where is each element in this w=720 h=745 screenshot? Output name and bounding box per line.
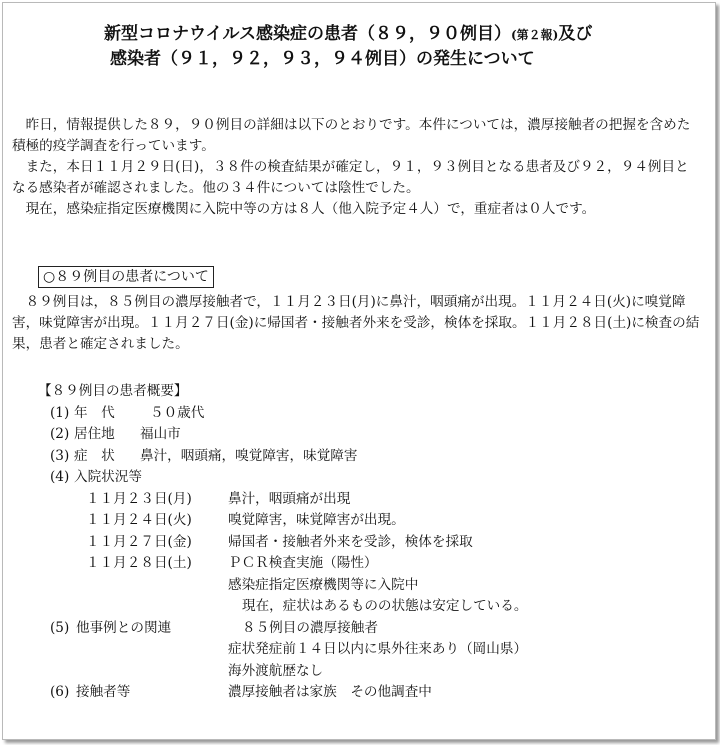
event-text: ＰＣＲ検査実施（陽性） [228, 555, 378, 571]
symptoms-label: 症 状 [74, 447, 115, 464]
relation-value: ８５例目の濃厚接触者 [242, 619, 378, 636]
title-line1: 新型コロナウイルス感染症の患者（８９，９０例目） [104, 24, 511, 44]
intro-section [12, 115, 702, 220]
section89-body-block [12, 292, 702, 355]
residence-value: 福山市 [140, 426, 181, 442]
event-row [12, 510, 702, 532]
event-text: 鼻汁，咽頭痛が出現 [228, 490, 351, 507]
hospital-label: 入院状況等 [74, 469, 142, 485]
symptoms-value: 鼻汁，咽頭痛，嗅覚障害，味覚障害 [140, 447, 358, 464]
document-title [0, 22, 720, 71]
hospital-status: 感染症指定医療機関等に入院中 [228, 576, 419, 593]
title-line2: 感染者（９１，９２，９３，９４例目）の発生について [110, 49, 535, 69]
age-number: (1) [50, 404, 70, 421]
relation-number: (5) [50, 619, 70, 636]
section89-body: ８９例目は，８５例目の濃厚接触者で，１１月２３日(月)に鼻汁，咽頭痛が出現。１１月２４日(火)に嗅覚障害，味覚障害が出現。１１月２７日(金)に帰国者・接触者外来を受診，検体を採取。１１月２８日(土)に検査の結果，患者と確定されました。 [12, 294, 700, 352]
age-label: 年 代 [74, 404, 115, 421]
event-row [12, 532, 702, 554]
travel-history-overseas: 海外渡航歴なし [228, 662, 324, 679]
residence-number: (2) [50, 426, 70, 442]
residence-label: 居住地 [74, 426, 115, 442]
age-value: ５０歳代 [150, 404, 205, 421]
event-date: １１月２４日(火) [86, 512, 192, 528]
section89-heading: ○８９例目の患者について [38, 266, 214, 288]
hospital-number: (4) [50, 469, 70, 485]
title-report-number: (第２報) [510, 28, 559, 42]
contacts-value: 濃厚接触者は家族 その他調査中 [228, 684, 432, 700]
contacts-number: (6) [50, 684, 70, 700]
contacts-label: 接触者等 [76, 684, 131, 700]
title-line1-end: 及び [558, 24, 593, 44]
patient-summary [12, 381, 702, 704]
relation-label: 他事例との関連 [76, 619, 172, 636]
intro-paragraph-3: 現在，感染症指定医療機関に入院中等の方は８人（他入院予定４人）で，重症者は０人です。 [25, 201, 596, 217]
event-row [12, 553, 702, 575]
intro-paragraph-1: 昨日，情報提供した８９，９０例目の詳細は以下のとおりです。本件については，濃厚接触者の把握を含めた積極的疫学調査を行っています。 [12, 117, 691, 154]
symptoms-number: (3) [50, 447, 70, 464]
condition-status: 現在，症状はあるものの状態は安定している。 [242, 598, 528, 614]
event-date: １１月２８日(土) [86, 555, 192, 571]
travel-history-domestic: 症状発症前１４日以内に県外往来あり（岡山県） [228, 641, 528, 657]
event-text: 嗅覚障害，味覚障害が出現。 [228, 512, 405, 528]
event-row [12, 489, 702, 511]
event-date: １１月２７日(金) [86, 533, 192, 550]
event-date: １１月２３日(月) [86, 490, 192, 507]
summary-heading: 【８９例目の患者概要】 [38, 383, 188, 399]
intro-paragraph-2: また，本日１１月２９日(日)，３８件の検査結果が確定し，９１，９３例目となる患者及び９２，９４例目となる感染者が確認されました。他の３４件については陰性でした。 [12, 159, 689, 196]
event-text: 帰国者・接触者外来を受診，検体を採取 [228, 533, 473, 550]
